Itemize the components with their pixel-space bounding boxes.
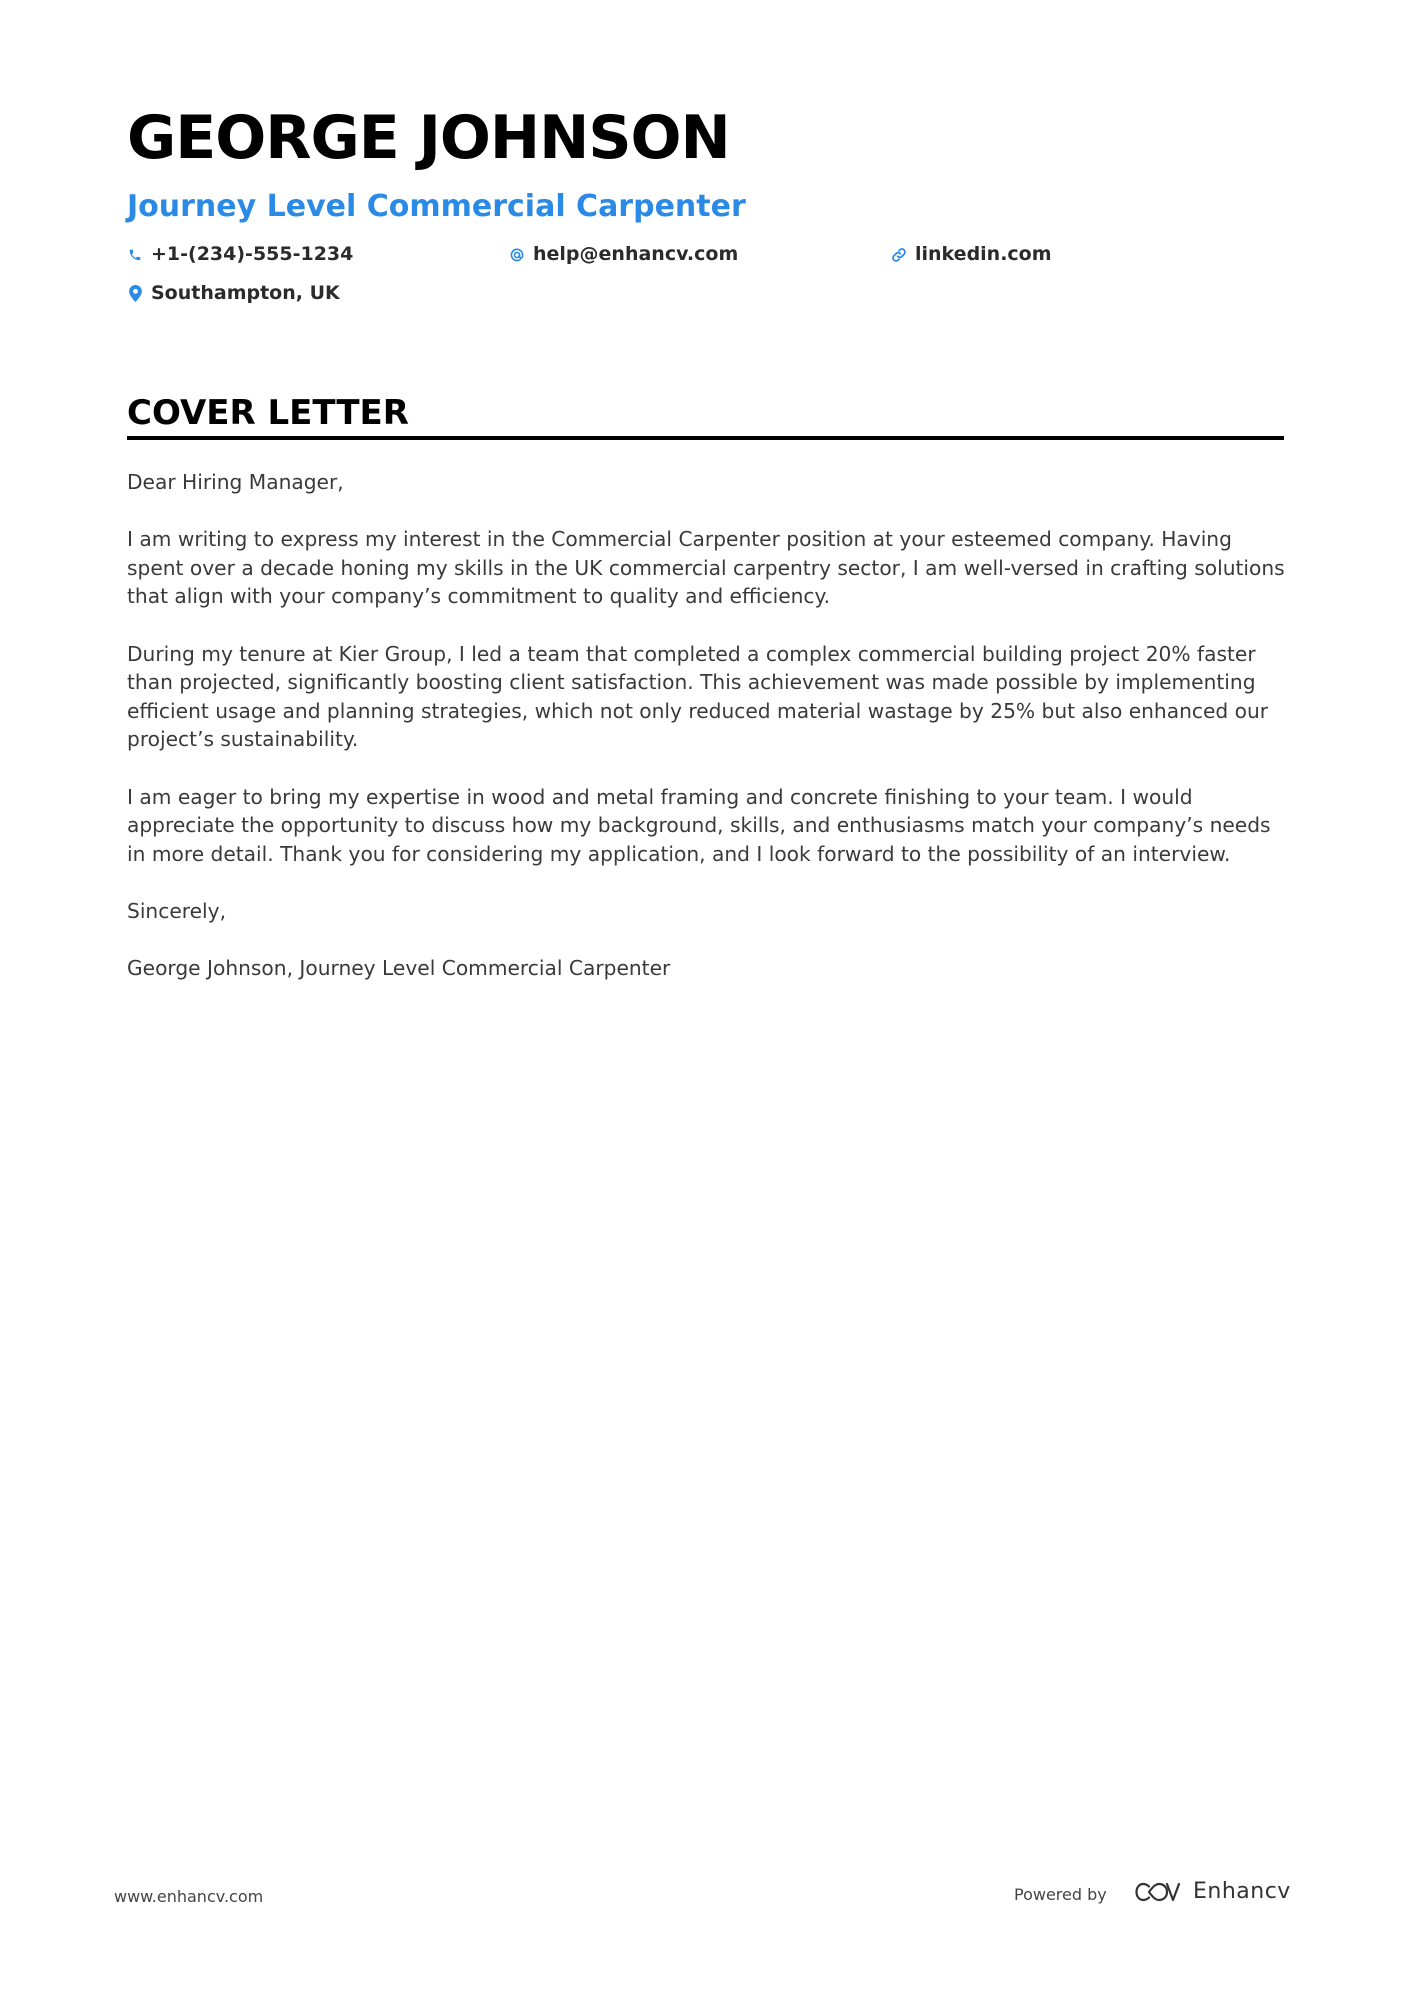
candidate-title: Journey Level Commercial Carpenter: [127, 189, 746, 224]
enhancv-logo-icon: [1135, 1880, 1181, 1904]
contact-linkedin: [891, 245, 1052, 264]
brand-logo[interactable]: [1135, 1880, 1291, 1904]
contact-phone: [127, 245, 353, 264]
letter-body: [127, 468, 1287, 1011]
letter-closing: Sincerely,: [127, 898, 226, 923]
footer-url[interactable]: www.enhancv.com: [114, 1887, 264, 1906]
section-title: COVER LETTER: [127, 393, 409, 433]
letter-greeting: Dear Hiring Manager,: [127, 470, 344, 494]
letter-paragraph: During my tenure at Kier Group, I led a team that completed a complex commercial building project 20% faster than projected, significantly boosting client satisfaction. This achievement was made possible by implementing efficient usage and planning strategies, which not only reduced material wastage by 25% but also enhanced our project’s sustainability.: [127, 641, 1269, 752]
letter-signature: George Johnson, Journey Level Commercial Carpenter: [127, 956, 671, 981]
powered-by-label: Powered by: [1014, 1885, 1107, 1904]
brand-name: Enhancv: [1193, 1879, 1291, 1904]
phone-text[interactable]: +1-(234)-555-1234: [151, 243, 354, 265]
location-text: Southampton, UK: [151, 282, 340, 304]
contact-email: [509, 245, 738, 264]
location-pin-icon: [127, 285, 143, 303]
candidate-name: GEORGE JOHNSON: [127, 103, 730, 173]
email-text[interactable]: help@enhancv.com: [533, 243, 739, 265]
at-icon: [509, 246, 525, 264]
section-divider: [127, 436, 1284, 440]
phone-icon: [127, 246, 143, 264]
linkedin-text[interactable]: linkedin.com: [915, 243, 1052, 265]
letter-paragraph: I am writing to express my interest in the Commercial Carpenter position at your esteemed company. Having spent over a decade honing my skills in the UK commercial carpentry sector, I am well-versed in crafting solutions that align with your company’s commitment to quality and efficiency.: [127, 527, 1285, 609]
link-icon: [891, 246, 907, 264]
contact-location: [127, 284, 340, 303]
letter-paragraph: I am eager to bring my expertise in wood and metal framing and concrete finishing to your team. I would appreciate the opportunity to discuss how my background, skills, and enthusiasms match your company’s needs in more detail. Thank you for considering my application, and I look forward to the possibility of an interview.: [127, 784, 1271, 866]
